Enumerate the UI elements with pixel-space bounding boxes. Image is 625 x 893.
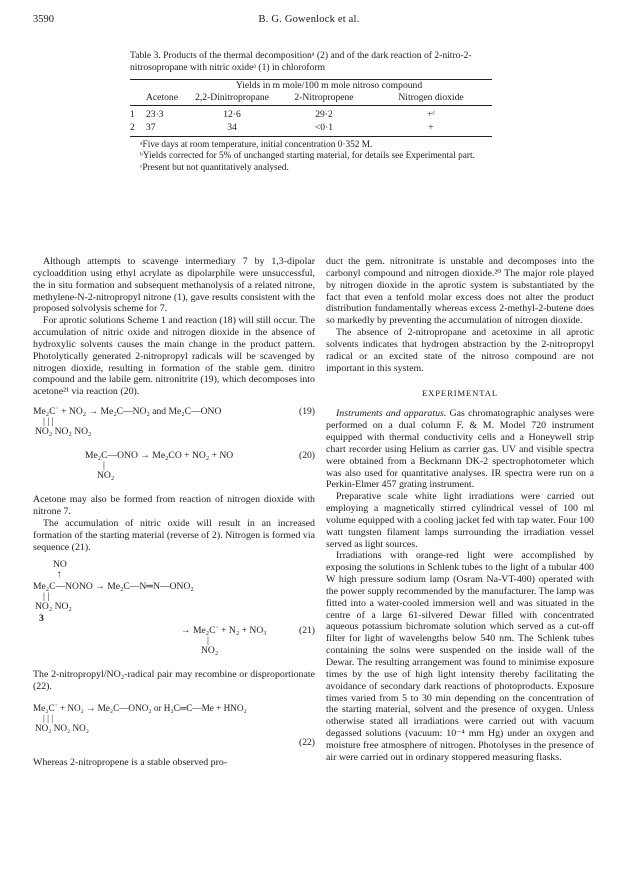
eq21-line: Me₂C—NONO → Me₂C—N═N—ONO₂ [33, 581, 194, 593]
paragraph: Preparative scale white light irradiations were carried out employing a magnetically stirred cylindrical vessel of 100 ml volume equipped with a cooling jacket fed with tap water. Four 100 watt tungsten filament lamps surrounding the irradiation vessel served as light sources. [326, 491, 594, 550]
paragraph: The absence of 2-nitropropane and acetoxime in all aprotic solvents indicates that hydrogen abstraction by the 2-nitropropyl radical or an excited state of the nitroso compound are not important in this system. [326, 327, 594, 374]
table-cell: + [428, 121, 434, 133]
running-title: B. G. Gowenlock et al. [258, 14, 360, 25]
eq20-line: Me₂C—ONO → Me₂CO + NO₂ + NO [85, 450, 234, 462]
table-cell: 34 [227, 121, 237, 133]
eq22-line: Me₂C˙ + NO₂ → Me₂C—ONO₂ or H₂C═C—Me + HNO₂ [33, 703, 247, 714]
table-group-header-row [130, 80, 492, 92]
right-column [326, 256, 594, 764]
paragraph: The accumulation of nitric oxide will result in an increased formation of the starting material (reverse of 2). Nitrogen is formed via sequence (21). [33, 517, 315, 553]
col-header: 2-Nitropropene [294, 91, 354, 103]
eq21-bonds: | | [43, 591, 50, 603]
eq21-bonds: | [207, 635, 209, 647]
equation-number: (22) [299, 737, 315, 749]
paragraph: Although attempts to scavenge intermediary 7 by 1,3-dipolar cycloaddition using ethyl acrylate as dipolarphile were unsuccessful, the in situ formation and subsequent methanolysis of a related nitrone, methylene-N-2-nitropropyl nitrone (1), gave results consistent with the proposed solvolysis scheme for 7. [33, 256, 315, 315]
compound-label: 3 [39, 613, 44, 625]
eq19-bonds: | | | [43, 416, 54, 428]
table-cell: +ᶜ [427, 109, 435, 120]
run-in-heading: Instruments and apparatus. [336, 408, 447, 420]
table-footnotes [130, 140, 492, 174]
products-table [130, 80, 492, 137]
paragraph-text: Gas chromatographic analyses were performed on a dual column F. & M. Model 720 instrument equipped with thermal conductivity cells and a Honeywell strip chart recorder using Helium as carrier gas. UV and visible spectra were obtained from a Beckmann DK-2 spectrophotometer which was also used for quantitative analyses. IR spectra were run on a Perkin-Elmer 457 grating instrument. [326, 408, 594, 491]
paragraph: Irradiations with orange-red light were accomplished by exposing the solutions in Schlenk tubes to the light of a tubular 400 W high pressure sodium lamp (Osram Na-VT-400) operated with the power supply recommended by the manufacturer. The lamp was fitted into a water-cooled immersion well and was situated in the centre of a large 61-silvered Dewar filled with concentrated aqueous potassium bichromate solution which served as a cut-off filter for light of wavelengths below 540 nm. The Schlenk tubes containing the solns were suspended on the inside wall of the Dewar. The resulting arrangement was found to minimise exposure times by the use of high light intensity thereby facilitating the avoidance of secondary dark reactions of photoproducts. Exposure times varied from 5 to 30 min depending on the concentration of the starting material, solvent and the presence of oxygen. Unless otherwise stated all irradiations were carried out with vacuum degassed solutions (vacuum: 10⁻⁴ mm Hg) under an oxygen and moisture free atmosphere of nitrogen. Photolyses in the presence of air were carried out in ordinary stoppered measuring flasks. [326, 550, 595, 763]
table-row [130, 121, 492, 134]
eq22-bonds: | | | [43, 713, 54, 724]
eq21-substituents: NO₂ NO₂ [35, 601, 72, 613]
table-3 [130, 50, 492, 174]
section-heading: EXPERIMENTAL [422, 388, 498, 399]
paragraph: duct the gem. nitronitrate is unstable and decomposes into the carbonyl compound and nitrogen dioxide.²⁰ The major role played by nitrogen dioxide in the aprotic system is substantiated by the fact that even a tenfold molar excess does not alter the product distribution fundamentally whereas excess 2-methyl-2-butene does so markedly by preventing the accumulation of nitrogen dioxide. [326, 256, 594, 327]
eq19-line: Me₂C˙ + NO₂ → Me₂C—NO₂ and Me₂C—ONO [33, 406, 222, 418]
eq21-line: → Me₂C˙ + N₂ + NO₃ [181, 625, 267, 637]
equation-number: (20) [299, 450, 315, 462]
equation-22 [33, 701, 315, 753]
paragraph [326, 408, 594, 491]
table-cell: 12·6 [223, 109, 241, 120]
table-cell: <0·1 [314, 121, 334, 133]
table-cell: 23·3 [146, 109, 164, 120]
footnote: ᵇYields corrected for 5% of unchanged starting material, for details see Experimental part. [140, 151, 475, 162]
group-header: Yields in m mole/100 m mole nitroso compound [235, 80, 423, 91]
table-caption: Table 3. Products of the thermal decompositionᵃ (2) and of the dark reaction of 2-nitro-2-nitrosopropane with nitric oxideᵃ (1) in chloroform [130, 50, 472, 73]
equation-21 [33, 559, 315, 663]
eq21-substituents: NO₂ [201, 645, 219, 657]
page-number: 3590 [33, 14, 54, 25]
equation-20 [33, 448, 315, 488]
table-row [130, 108, 492, 121]
eq22-substituents: NO₂ NO₂ NO₂ [35, 723, 90, 734]
equation-number: (19) [299, 406, 315, 418]
paragraph: Whereas 2-nitropropene is a stable observed pro- [33, 757, 228, 769]
col-header: 2,2-Dinitropropane [195, 91, 269, 103]
table-column-header-row [130, 92, 492, 106]
footnote: ᶜPresent but not quantitatively analysed. [140, 162, 289, 173]
table-cell: 1 [130, 109, 135, 120]
paragraph: The 2-nitropropyl/NO₂-radical pair may recombine or disproportionate (22). [33, 669, 315, 693]
col-header: Acetone [146, 91, 178, 103]
table-cell: 2 [130, 121, 135, 133]
equation-19 [33, 404, 315, 444]
eq20-bonds: | [103, 460, 105, 472]
paragraph: Acetone may also be formed from reaction of nitrogen dioxide with nitrone 7. [33, 494, 315, 517]
eq20-substituents: NO₂ [97, 470, 115, 482]
eq19-substituents: NO₂ NO₂ NO₂ [35, 426, 92, 438]
page-header [33, 14, 585, 30]
footnote: ᵃFive days at room temperature, initial concentration 0·352 M. [140, 140, 373, 150]
col-header: Nitrogen dioxide [398, 91, 464, 103]
equation-number: (21) [299, 625, 315, 637]
paragraph: For aprotic solutions Scheme 1 and reaction (18) will still occur. The accumulation of nitric oxide and nitrogen dioxide in the absence of hydroxylic solvents causes the main change in the product pattern. Photolytically generated 2-nitropropyl radicals will be scavenged by nitrogen dioxide, resulting in formation of the stable gem. dinitro compound and the labile gem. nitronitrite (19), which decomposes into acetone²¹ via reaction (20). [33, 315, 315, 398]
eq21-arrow: ↑ [57, 569, 62, 581]
left-column [33, 256, 315, 769]
table-cell: 29·2 [315, 109, 333, 120]
eq21-nitroso: NO [53, 559, 67, 571]
col-header [130, 92, 146, 106]
table-cell: 37 [146, 121, 156, 133]
